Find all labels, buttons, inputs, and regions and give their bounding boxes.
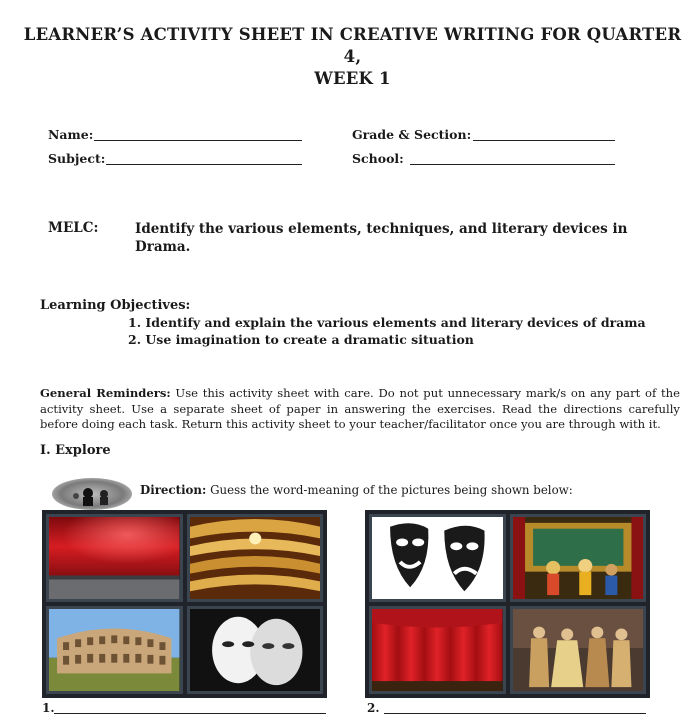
- page-title: [20, 24, 685, 90]
- objective-item: 2. Use imagination to create a dramatic situation: [128, 331, 474, 347]
- opera-house-image: [187, 514, 324, 602]
- puzzle-2-number: 2.: [367, 701, 380, 715]
- stage-performance-image: [510, 514, 647, 602]
- grade-section-label: Grade & Section:: [352, 127, 472, 142]
- period-costume-actors-image: [510, 606, 647, 694]
- school-field[interactable]: [410, 164, 615, 165]
- objectives-list: [128, 315, 646, 348]
- objectives-heading: Learning Objectives:: [40, 298, 191, 313]
- picture-puzzle-2: [365, 510, 650, 698]
- reminders-label: General Reminders:: [40, 386, 171, 400]
- melc-label: MELC:: [48, 220, 99, 236]
- general-reminders: [40, 386, 680, 433]
- subject-field[interactable]: [106, 164, 302, 165]
- colosseum-image: [46, 606, 183, 694]
- puzzle-1-number: 1.: [42, 701, 55, 715]
- puzzle-1-answer-field[interactable]: [54, 713, 326, 714]
- subject-label: Subject:: [48, 151, 106, 166]
- objective-item: 1. Identify and explain the various elements and literary devices of drama: [128, 315, 646, 330]
- comedy-tragedy-masks-image: [369, 514, 506, 602]
- red-curtain-stage-image: [369, 606, 506, 694]
- explore-heading: I. Explore: [40, 443, 111, 458]
- white-masks-image: [187, 606, 324, 694]
- title-line-2: WEEK 1: [314, 69, 391, 88]
- melc-text: Identify the various elements, techniques, and literary devices in Drama.: [135, 221, 628, 255]
- direction-text: Direction: Guess the word-meaning of the pictures being shown below:: [140, 483, 573, 497]
- picture-puzzle-1: [42, 510, 327, 698]
- direction-label: Direction:: [140, 483, 207, 497]
- name-label: Name:: [48, 127, 94, 142]
- grade-section-field[interactable]: [473, 140, 615, 141]
- school-label: School:: [352, 151, 404, 166]
- reminders-text: Use this activity sheet with care. Do not put unnecessary mark/s on any part of the activity sheet. Use a separate sheet of paper in answering the exercises. Read the directions carefully before doing each task. Return this activity sheet to your teacher/facilitator once you are through with it.: [40, 386, 680, 431]
- puzzle-2-answer-field[interactable]: [384, 713, 646, 714]
- name-field[interactable]: [94, 140, 302, 141]
- title-line-1: LEARNER’S ACTIVITY SHEET IN CREATIVE WRITING FOR QUARTER 4,: [23, 25, 682, 66]
- theater-audience-icon: [52, 478, 132, 510]
- red-stage-curtain-image: [46, 514, 183, 602]
